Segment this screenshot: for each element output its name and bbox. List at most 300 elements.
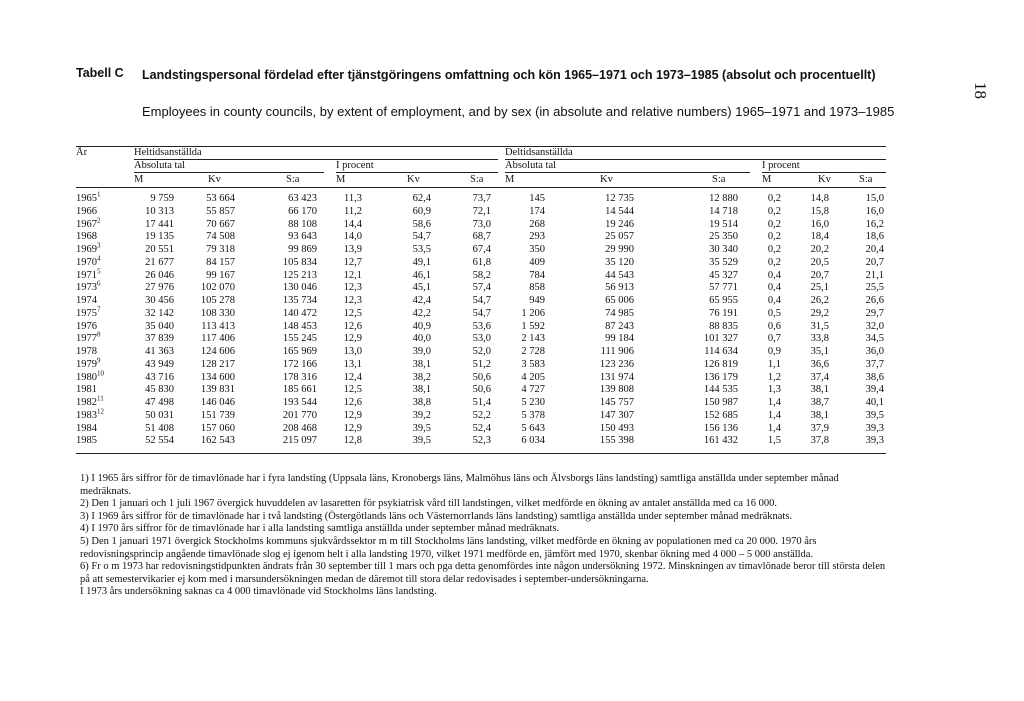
table-cell: 32,0 <box>865 320 884 332</box>
table-cell: 39,5 <box>412 422 431 434</box>
table-cell: 16,2 <box>865 218 884 230</box>
table-cell: 26 046 <box>145 269 174 281</box>
table-cell: 16,0 <box>810 218 829 230</box>
table-cell: 2 728 <box>521 346 545 357</box>
table-cell: 99 184 <box>605 333 634 345</box>
table-cell: 51,2 <box>472 358 491 370</box>
table-cell: 58,6 <box>412 218 431 230</box>
table-cell: 172 166 <box>282 358 317 370</box>
footnote-ref: 3 <box>97 241 101 250</box>
row-year: 1973$^6$ <box>76 279 101 294</box>
page-number: 18 <box>971 82 990 99</box>
table-cell: 12 880 <box>709 193 738 204</box>
table-cell: 5 230 <box>521 397 545 408</box>
row-year: 1968 <box>76 231 97 243</box>
table-cell: 12,5 <box>343 384 362 396</box>
table-cell: 93 643 <box>288 231 317 243</box>
table-cell: 139 831 <box>200 384 235 396</box>
table-cell: 0,2 <box>767 231 781 243</box>
table-cell: 88 835 <box>709 320 738 332</box>
table-cell: 54,7 <box>472 307 491 319</box>
table-cell: 29,7 <box>865 307 884 319</box>
table-cell: 39,4 <box>865 384 884 396</box>
table-cell: 62,4 <box>412 193 431 204</box>
table-cell: 39,3 <box>865 435 884 447</box>
table-cell: 76 191 <box>709 307 738 319</box>
table-cell: 12,9 <box>343 333 362 345</box>
row-year: 1969$^3$ <box>76 241 101 255</box>
table-cell: 41 363 <box>145 346 174 357</box>
table-cell: 13,1 <box>343 358 362 370</box>
footnote-ref: 11 <box>97 394 104 403</box>
table-cell: 20,4 <box>865 244 884 255</box>
table-cell: 88 108 <box>288 218 317 230</box>
table-cell: 350 <box>529 244 545 255</box>
table-cell: 36,0 <box>865 346 884 357</box>
table-cell: 113 413 <box>201 320 235 332</box>
row-year: 1985 <box>76 435 97 447</box>
table-cell: 1,4 <box>767 409 781 421</box>
row-year: 1965$^1$ <box>76 190 101 204</box>
table-cell: 5 378 <box>521 409 545 421</box>
table-bottom-rule <box>76 453 886 454</box>
table-cell: 30 456 <box>145 295 174 306</box>
table-cell: 14,0 <box>343 231 362 243</box>
table-cell: 1,1 <box>767 358 781 370</box>
table-cell: 35,1 <box>810 346 829 357</box>
table-cell: 39,5 <box>865 409 884 421</box>
table-cell: 14,4 <box>343 218 362 230</box>
row-year: 1980$^{10}$ <box>76 369 104 383</box>
table-cell: 1,4 <box>767 397 781 408</box>
col-header-ft-abs-kv: Kv <box>208 174 221 185</box>
table-cell: 73,0 <box>472 218 491 230</box>
table-cell: 21 677 <box>145 256 174 268</box>
col-header-pt-pct-sa: S:a <box>859 174 873 185</box>
table-cell: 12,7 <box>343 256 362 268</box>
table-cell: 53 664 <box>206 193 235 204</box>
footnote-ref: 5 <box>97 267 101 275</box>
row-year: 1979$^9$ <box>76 356 101 370</box>
table-cell: 0,2 <box>767 256 781 268</box>
table-cell: 165 969 <box>282 346 317 357</box>
table-cell: 35 529 <box>709 256 738 268</box>
col-header-pt-absolute: Absoluta tal <box>505 160 557 171</box>
table-cell: 128 217 <box>200 358 235 370</box>
table-cell: 131 974 <box>599 371 634 383</box>
table-cell: 0,9 <box>767 346 781 357</box>
col-header-ft-abs-m: M <box>134 174 144 185</box>
table-cell: 40,1 <box>865 397 884 408</box>
table-cell: 12,8 <box>343 435 362 447</box>
footnote-ref: 4 <box>97 254 101 263</box>
table-cell: 134 600 <box>200 371 235 383</box>
table-cell: 38,1 <box>810 384 829 396</box>
table-cell: 52,3 <box>472 435 491 447</box>
table-cell: 0,6 <box>767 320 781 332</box>
table-cell: 25,5 <box>865 282 884 294</box>
table-cell: 4 205 <box>521 371 545 383</box>
col-header-pt-pct-kv: Kv <box>818 174 831 185</box>
table-cell: 409 <box>529 256 545 268</box>
table-cell: 215 097 <box>282 435 317 447</box>
table-cell: 66 170 <box>288 205 317 217</box>
table-cell: 35 120 <box>605 256 634 268</box>
table-cell: 37,9 <box>810 422 829 434</box>
table-cell: 38,8 <box>412 397 431 408</box>
table-cell: 126 819 <box>703 358 738 370</box>
table-cell: 53,5 <box>412 244 431 255</box>
row-year: 1971$^5$ <box>76 267 101 281</box>
table-cell: 19 514 <box>709 218 738 230</box>
table-cell: 30 340 <box>709 244 738 255</box>
footnote: 5) Den 1 januari 1971 övergick Stockholms kommuns sjukvårdssektor m m till Stockholms läns landsting, vilket medförde en ökning av populationen med ca 20 000. 1970 års redovisningsprincip angående timavlönade slog ej igenom helt i alla landsting 1970, vilket 1971 medförde en, jämfört med 1970, skenbar ökning med 4 000 – 5 000 anställda. <box>80 535 817 560</box>
footnote-ref: 10 <box>97 369 104 377</box>
row-year: 1975$^7$ <box>76 305 101 319</box>
table-cell: 52 554 <box>145 435 174 447</box>
table-cell: 39,2 <box>412 409 431 421</box>
table-cell: 37,4 <box>810 371 829 383</box>
table-cell: 9 759 <box>150 193 174 204</box>
table-cell: 14 718 <box>709 205 738 217</box>
table-cell: 147 307 <box>599 409 634 421</box>
footnote: 6) Fr o m 1973 har redovisningstidpunkten ändrats från 30 september till 1 mars och pga detta genomfördes inte någon undersökning 1972. Minskningen av timavlönade beror till största delen på att semestervikarier ej kom med i marsundersökningen medan de däremot till stora delar redovisades i september-undersökningarna. <box>80 561 886 585</box>
table-cell: 42,4 <box>412 295 431 306</box>
table-cell: 25 350 <box>709 231 738 243</box>
table-cell: 0,5 <box>767 307 781 319</box>
table-cell: 63 423 <box>288 193 317 204</box>
footnote-ref: 1 <box>97 190 101 199</box>
row-year: 1976 <box>76 320 97 332</box>
table-cell: 156 136 <box>703 422 738 434</box>
col-header-pt-abs-kv: Kv <box>600 174 613 185</box>
row-year: 1974 <box>76 295 97 306</box>
table-cell: 56 913 <box>605 282 634 294</box>
table-cell: 58,2 <box>472 269 491 281</box>
table-cell: 54,7 <box>412 231 431 243</box>
col-header-year: År <box>76 147 88 158</box>
table-cell: 13,9 <box>343 244 362 255</box>
table-cell: 19 246 <box>605 218 634 230</box>
table-cell: 12,6 <box>343 320 362 332</box>
table-cell: 46,1 <box>412 269 431 281</box>
table-cell: 12,5 <box>343 307 362 319</box>
table-cell: 12 735 <box>605 193 634 204</box>
table-cell: 14 544 <box>605 205 634 217</box>
col-header-ft-pct-kv: Kv <box>407 174 420 185</box>
table-cell: 157 060 <box>200 422 235 434</box>
table-cell: 151 739 <box>200 409 235 421</box>
table-cell: 52,2 <box>472 409 491 421</box>
table-cell: 45,1 <box>412 282 431 294</box>
table-cell: 185 661 <box>282 384 317 396</box>
col-header-ft-percent: I procent <box>336 160 374 171</box>
row-year: 1970$^4$ <box>76 254 101 268</box>
table-cell: 105 834 <box>282 256 317 268</box>
table-cell: 102 070 <box>200 282 235 294</box>
table-cell: 26,6 <box>865 295 884 306</box>
table-cell: 144 535 <box>703 384 738 396</box>
row-year: 1983$^{12}$ <box>76 407 104 421</box>
footnote-ref: 6 <box>97 279 101 288</box>
table-cell: 18,4 <box>810 231 829 243</box>
table-cell: 29 990 <box>605 244 634 255</box>
table-cell: 208 468 <box>282 422 317 434</box>
table-cell: 161 432 <box>703 435 738 447</box>
table-cell: 105 278 <box>200 295 235 306</box>
table-cell: 50 031 <box>145 409 174 421</box>
table-cell: 5 643 <box>521 422 545 434</box>
row-year: 1978 <box>76 346 97 357</box>
table-cell: 6 034 <box>521 435 545 447</box>
footnote-ref: 2 <box>97 216 101 224</box>
table-cell: 1,5 <box>767 435 781 447</box>
table-cell: 57,4 <box>472 282 491 294</box>
table-cell: 79 318 <box>206 244 235 255</box>
table-cell: 0,2 <box>767 193 781 204</box>
table-cell: 53,0 <box>472 333 491 345</box>
table-cell: 32 142 <box>145 307 174 319</box>
table-cell: 20 551 <box>145 244 174 255</box>
table-cell: 51 408 <box>145 422 174 434</box>
table-cell: 37,8 <box>810 435 829 447</box>
footnote-ref: 7 <box>97 305 101 314</box>
table-cell: 4 727 <box>521 384 545 396</box>
table-cell: 38,7 <box>810 397 829 408</box>
col-header-ft-absolute: Absoluta tal <box>134 160 186 171</box>
table-cell: 152 685 <box>703 409 738 421</box>
table-cell: 0,2 <box>767 205 781 217</box>
col-header-fulltime: Heltidsanställda <box>134 147 202 158</box>
table-cell: 0,2 <box>767 244 781 255</box>
table-cell: 193 544 <box>282 397 317 408</box>
table-cell: 178 316 <box>282 371 317 383</box>
table-cell: 858 <box>529 282 545 294</box>
table-cell: 14,8 <box>810 193 829 204</box>
table-label: Tabell C <box>76 66 124 80</box>
title-swedish: Landstingspersonal fördelad efter tjänstgöringens omfattning och kön 1965–1971 och 1973–1985 (absolut och procentuellt) <box>142 68 876 82</box>
footnote-ref: 8 <box>97 330 101 339</box>
table-cell: 101 327 <box>703 333 738 345</box>
footnote: 2) Den 1 januari och 1 juli 1967 övergick huvuddelen av lasaretten för psykiatrisk vård till landstingen, vilket medförde en ökning av antalet anställda med ca 16 000. <box>80 498 777 510</box>
table-cell: 0,2 <box>767 218 781 230</box>
table-cell: 40,9 <box>412 320 431 332</box>
table-cell: 38,2 <box>412 371 431 383</box>
table-cell: 0,4 <box>767 282 781 294</box>
table-cell: 148 453 <box>282 320 317 332</box>
header-bottom-rule <box>76 187 886 188</box>
table-cell: 38,1 <box>412 384 431 396</box>
table-cell: 201 770 <box>282 409 317 421</box>
footnotes <box>80 473 886 599</box>
table-cell: 123 236 <box>599 358 634 370</box>
table-cell: 0,4 <box>767 295 781 306</box>
table-cell: 20,7 <box>865 256 884 268</box>
table-cell: 19 135 <box>145 231 174 243</box>
table-cell: 117 406 <box>201 333 235 345</box>
table-cell: 54,7 <box>472 295 491 306</box>
row-year: 1977$^8$ <box>76 330 101 345</box>
table-cell: 39,0 <box>412 346 431 357</box>
table-cell: 174 <box>529 205 545 217</box>
table-cell: 65 955 <box>709 295 738 306</box>
table-cell: 140 472 <box>282 307 317 319</box>
table-cell: 68,7 <box>472 231 491 243</box>
table-cell: 11,2 <box>344 205 362 217</box>
table-cell: 99 167 <box>206 269 235 281</box>
footnote-ref: 9 <box>97 356 101 365</box>
table-cell: 2 143 <box>521 333 545 345</box>
table-cell: 50,6 <box>472 371 491 383</box>
table-cell: 45 830 <box>145 384 174 396</box>
table-cell: 0,7 <box>767 333 781 345</box>
table-cell: 17 441 <box>145 218 174 230</box>
table-cell: 111 906 <box>600 346 634 357</box>
table-cell: 74 985 <box>605 307 634 319</box>
col-header-pt-pct-m: M <box>762 174 772 185</box>
row-year: 1982$^{11}$ <box>76 394 104 408</box>
pt-abs-rule <box>505 172 750 173</box>
table-cell: 43 949 <box>145 358 174 370</box>
row-year: 1966 <box>76 205 97 217</box>
table-cell: 25,1 <box>810 282 829 294</box>
table-cell: 87 243 <box>605 320 634 332</box>
fulltime-rule <box>134 159 498 160</box>
table-cell: 155 398 <box>599 435 634 447</box>
footnote: 1) I 1965 års siffror för de timavlönade har i fyra landsting (Uppsala läns, Kronobergs läns, Malmöhus läns och Älvsborgs läns landsting) samtliga anställda under september månad medräknats. <box>80 473 839 497</box>
table-cell: 293 <box>529 231 545 243</box>
col-header-pt-percent: I procent <box>762 160 800 171</box>
col-header-ft-pct-m: M <box>336 174 346 185</box>
footnote: 3) I 1969 års siffror för de timavlönade har i två landsting (Östergötlands läns och Västernorrlands läns landsting) samtliga anställda under september månad medräknats. <box>80 510 793 522</box>
table-cell: 45 327 <box>709 269 738 281</box>
table-cell: 70 667 <box>206 218 235 230</box>
table-cell: 52,4 <box>472 422 491 434</box>
table-cell: 42,2 <box>412 307 431 319</box>
table-cell: 130 046 <box>282 282 317 294</box>
table-cell: 34,5 <box>865 333 884 345</box>
table-cell: 35 040 <box>145 320 174 332</box>
table-cell: 13,0 <box>343 346 362 357</box>
table-cell: 65 006 <box>605 295 634 306</box>
table-cell: 37,7 <box>865 358 884 370</box>
table-cell: 15,8 <box>810 205 829 217</box>
table-cell: 1,2 <box>767 371 781 383</box>
table-cell: 72,1 <box>472 205 491 217</box>
table-cell: 43 716 <box>145 371 174 383</box>
table-cell: 38,1 <box>412 358 431 370</box>
table-cell: 12,4 <box>343 371 362 383</box>
table-cell: 20,2 <box>810 244 829 255</box>
table-cell: 18,6 <box>865 231 884 243</box>
table-cell: 49,1 <box>412 256 431 268</box>
col-header-parttime: Deltidsanställda <box>505 147 573 158</box>
table-cell: 135 734 <box>282 295 317 306</box>
table-cell: 124 606 <box>200 346 235 357</box>
table-cell: 37 839 <box>145 333 174 345</box>
col-header-pt-abs-m: M <box>505 174 515 185</box>
table-cell: 47 498 <box>145 397 174 408</box>
col-header-ft-abs-sa: S:a <box>286 174 300 185</box>
table-cell: 51,4 <box>472 397 491 408</box>
table-cell: 12,3 <box>343 295 362 306</box>
table-cell: 162 543 <box>200 435 235 447</box>
footnote-ref: 12 <box>97 407 104 416</box>
table-cell: 136 179 <box>703 371 738 383</box>
table-cell: 52,0 <box>472 346 491 357</box>
table-cell: 44 543 <box>605 269 634 281</box>
footnote: I 1973 års undersökning saknas ca 4 000 timavlönade vid Stockholms läns landsting. <box>80 586 437 598</box>
table-cell: 38,1 <box>810 409 829 421</box>
row-year: 1981 <box>76 384 97 396</box>
table-cell: 20,7 <box>810 269 829 281</box>
table-cell: 50,6 <box>472 384 491 396</box>
table-cell: 145 757 <box>599 397 634 408</box>
table-cell: 25 057 <box>605 231 634 243</box>
table-cell: 57 771 <box>709 282 738 294</box>
table-cell: 61,8 <box>472 256 491 268</box>
table-cell: 36,6 <box>810 358 829 370</box>
table-cell: 150 493 <box>599 422 634 434</box>
table-cell: 1,4 <box>767 422 781 434</box>
ft-pct-rule <box>336 172 498 173</box>
table-cell: 40,0 <box>412 333 431 345</box>
row-year: 1967$^2$ <box>76 216 101 230</box>
table-cell: 139 808 <box>599 384 634 396</box>
table-cell: 108 330 <box>200 307 235 319</box>
table-cell: 12,6 <box>343 397 362 408</box>
table-cell: 39,5 <box>412 435 431 447</box>
title-english: Employees in county councils, by extent of employment, and by sex (in absolute and relative numbers) 1965–1971 and 1973–1985 <box>142 104 895 119</box>
table-cell: 15,0 <box>865 193 884 204</box>
table-cell: 3 583 <box>521 358 545 370</box>
table-cell: 12,9 <box>343 422 362 434</box>
table-cell: 16,0 <box>865 205 884 217</box>
table-cell: 84 157 <box>206 256 235 268</box>
table-cell: 145 <box>529 193 545 204</box>
table-cell: 73,7 <box>472 193 491 204</box>
table-cell: 21,1 <box>865 269 884 281</box>
table-cell: 55 857 <box>206 205 235 217</box>
parttime-rule <box>505 159 886 160</box>
table-cell: 11,3 <box>344 193 362 204</box>
table-cell: 784 <box>529 269 545 281</box>
table-cell: 0,4 <box>767 269 781 281</box>
table-cell: 150 987 <box>703 397 738 408</box>
col-header-ft-pct-sa: S:a <box>470 174 484 185</box>
table-cell: 1,3 <box>767 384 781 396</box>
table-cell: 1 206 <box>521 307 545 319</box>
row-year: 1984 <box>76 422 97 434</box>
table-cell: 155 245 <box>282 333 317 345</box>
table-cell: 146 046 <box>200 397 235 408</box>
col-header-pt-abs-sa: S:a <box>712 174 726 185</box>
table-cell: 12,9 <box>343 409 362 421</box>
table-cell: 31,5 <box>810 320 829 332</box>
table-cell: 12,1 <box>343 269 362 281</box>
table-cell: 1 592 <box>521 320 545 332</box>
table-cell: 38,6 <box>865 371 884 383</box>
table-cell: 26,2 <box>810 295 829 306</box>
footnote: 4) I 1970 års siffror för de timavlönade har i alla landsting samtliga anställda under september månad medräknats. <box>80 523 560 535</box>
table-cell: 33,8 <box>810 333 829 345</box>
table-cell: 53,6 <box>472 320 491 332</box>
table-cell: 125 213 <box>282 269 317 281</box>
table-cell: 114 634 <box>704 346 738 357</box>
table-cell: 99 869 <box>288 244 317 255</box>
table-cell: 27 976 <box>145 282 174 294</box>
ft-abs-rule <box>134 172 324 173</box>
